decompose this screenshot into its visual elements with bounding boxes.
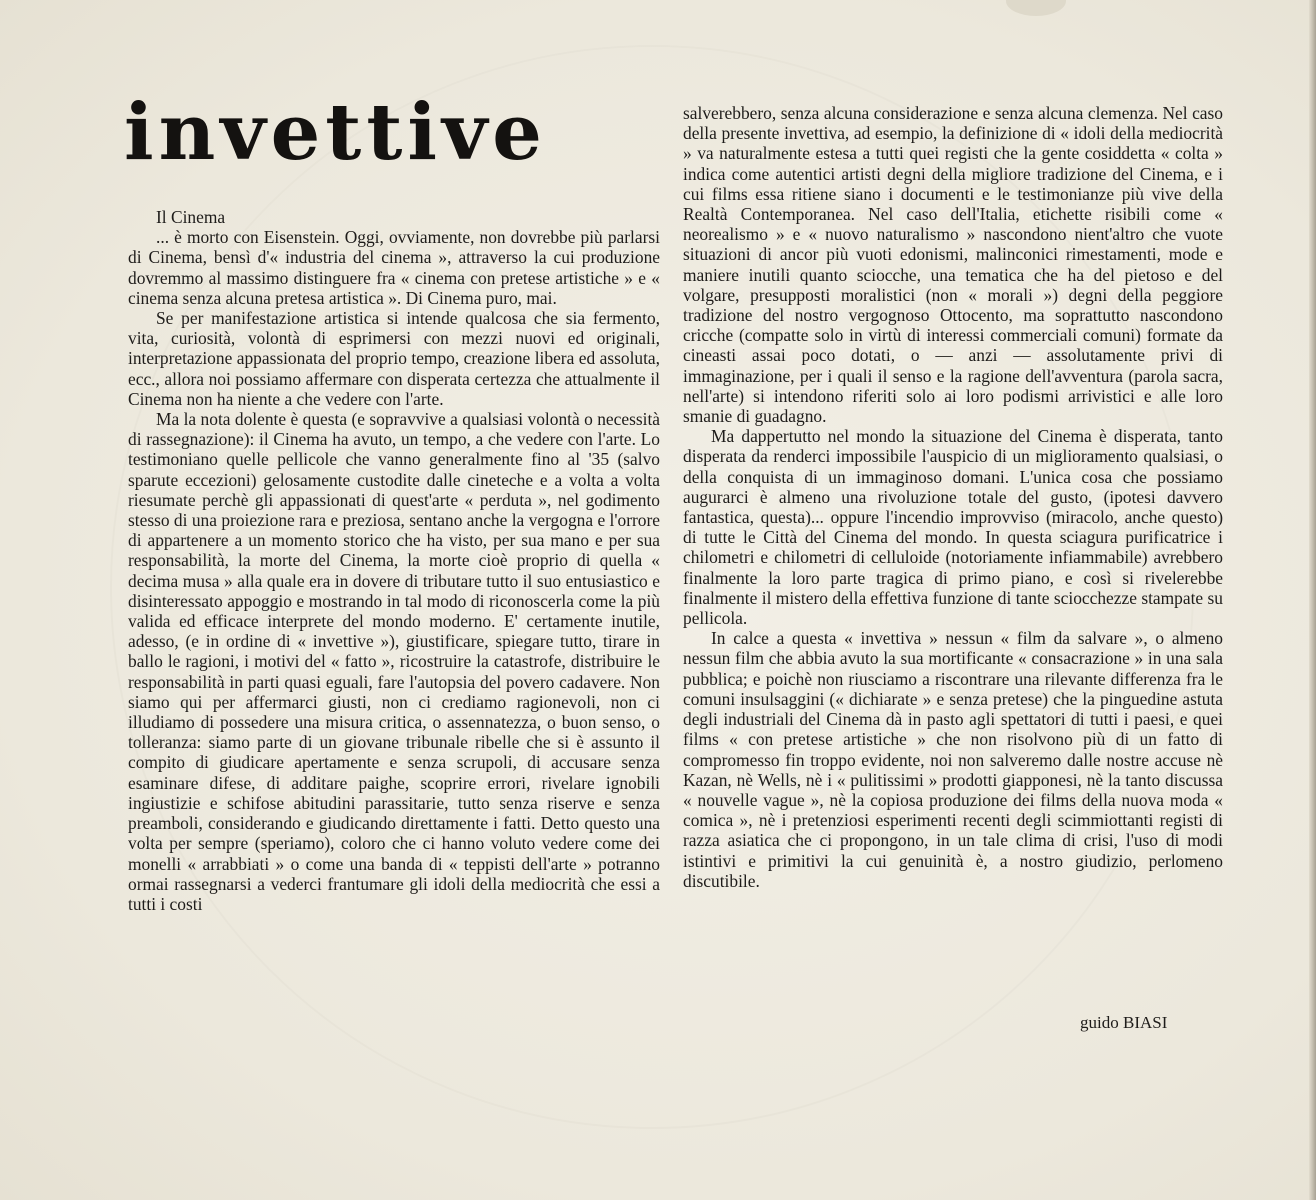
- sleeve-notch: [1006, 0, 1066, 16]
- section-heading: Il Cinema: [156, 207, 226, 227]
- right-column: [683, 103, 1223, 891]
- author-first-name: guido: [1080, 1013, 1119, 1032]
- left-column: [128, 207, 660, 914]
- paragraph: Ma dappertutto nel mondo la situazione del Cinema è disperata, tanto disperata da renderci impossibile l'auspicio di un miglioramento qualsiasi, o della conquista di un immaginoso domani. L'unica cosa che possiamo augurarci è almeno una rivoluzione totale del gusto, (ipotesi davvero fantastica, questa)... oppure l'incendio improvviso (miracolo, anche questo) di tutte le Città del Cinema del mondo. In questa sciagura purificatrice i chilometri e chilometri di celluloide (notoriamente infiammabile) avrebbero finalmente la loro parte tragica di primo piano, e così si rivelerebbe finalmente il mistero della effettiva funzione di tante sciocchezze stampate su pellicola.: [683, 426, 1223, 629]
- page-title: invettive: [124, 87, 547, 178]
- author-signature: [1080, 1013, 1167, 1033]
- sleeve-edge: [1309, 0, 1316, 1200]
- paragraph: salverebbero, senza alcuna considerazione e senza alcuna clemenza. Nel caso della presente invettiva, ad esempio, la definizione di « idoli della mediocrità » va naturalmente estesa a tutti quei registi che la gente cosiddetta « colta » indica come autentici artisti degni della migliore tradizione del Cinema, e i cui films essa ritiene siano i documenti e le testimonianze più vive della Realtà Contemporanea. Nel caso dell'Italia, etichette risibili come « neorealismo » e « nuovo naturalismo » nascondono nient'altro che vuote situazioni di ancor più vuoti edonismi, malinconici rimestamenti, mode e maniere inutili quanto sciocche, una tematica che ha del pietoso e del volgare, presupposti moralistici (non « morali ») degni della peggiore tradizione del nostro vergognoso Ottocento, ma soprattutto nascondono cricche (compatte solo in virtù di interessi commerciali comuni) formate da cineasti assai poco dotati, o — anzi — assolutamente privi di immaginazione, per i quali il senso e la ragione dell'avventura (parola sacra, nell'arte) si intendono riferiti solo ai loro podismi arrivistici e alle loro smanie di guadagno.: [683, 103, 1223, 427]
- paragraph: In calce a questa « invettiva » nessun « film da salvare », o almeno nessun film che abbia avuto la sua mortificante « consacrazione » in una sala pubblica; e poichè non riusciamo a riscontrare una rilevante differenza fra le comuni insulsaggini (« dichiarate » e senza pretese) che la pinguedine astuta degli industriali del Cinema dà in pasto agli spettatori di tutti i paesi, e quei films « con pretese artistiche » che non risolvono più di un fatto di compromesso fin troppo evidente, noi non salveremo dalle nostre accuse nè Kazan, nè Wells, nè i « pulitissimi » prodotti giapponesi, nè la tanto discussa « nouvelle vague », nè la copiosa produzione dei films della nuova moda « comica », nè i pretenziosi esperimenti recenti degli scimmiottanti registi di razza asiatica che ci propongono, in un tale clima di crisi, l'uso di modi istintivi e primitivi la cui genuinità è, a nostro giudizio, perlomeno discutibile.: [683, 628, 1223, 891]
- paragraph: ... è morto con Eisenstein. Oggi, ovviamente, non dovrebbe più parlarsi di Cinema, bensì d'« industria del cinema », attraverso la cui produzione dovremmo al massimo distinguere fra « cinema con pretese artistiche » e « cinema senza alcuna pretesa artistica ». Di Cinema puro, mai.: [128, 227, 660, 308]
- paragraph: Ma la nota dolente è questa (e sopravvive a qualsiasi volontà o necessità di rassegnazione): il Cinema ha avuto, un tempo, a che vedere con l'arte. Lo testimoniano quelle pellicole che vanno generalmente fino al '35 (salvo sparute eccezioni) gelosamente custodite dalle cineteche e a volta a volta riesumate perchè gli appassionati di quest'arte « perduta », nel godimento stesso di una proiezione rara e preziosa, sentano anche la vergogna e l'orrore di appartenere a un momento storico che ha visto, per sua mano e per sua responsabilità, la morte del Cinema, la morte cioè proprio di quella « decima musa » alla quale era in dovere di tributare tutto il suo entusiastico e disinteressato appoggio e mostrando in tal modo di riconoscerla come la più valida ed efficace interprete del mondo moderno. E' certamente inutile, adesso, (e in ordine di « invettive »), giustificare, spiegare tutto, tirare in ballo le ragioni, i motivi del « fatto », ricostruire la catastrofe, distribuire le responsabilità in parti quasi eguali, fare l'autopsia del povero cadavere. Non siamo qui per affermarci giusti, non ci crediamo ragionevoli, non ci illudiamo di possedere una misura critica, o assennatezza, o buon senso, o tolleranza: siamo parte di un giovane tribunale ribelle che si è assunto il compito di giudicare apertamente e senza scrupoli, di accusare senza esaminare difese, di additare paighe, scoprire errori, rivelare ignobili ingiustizie e schifose abitudini parassitarie, tutto senza riserve e senza preamboli, considerando e giudicando direttamente i fatti. Detto questo una volta per sempre (speriamo), coloro che ci hanno voluto vedere come dei monelli « arrabbiati » o come una banda di « teppisti dell'arte » potranno ormai rassegnarsi a vederci frantumare gli idoli della mediocrità che essi a tutti i costi: [128, 409, 660, 914]
- paragraph: Se per manifestazione artistica si intende qualcosa che sia fermento, vita, curiosità, volontà di esprimersi con mezzi nuovi ed originali, interpretazione appassionata del proprio tempo, creazione libera ed assoluta, ecc., allora noi possiamo affermare con disperata certezza che attualmente il Cinema non ha niente a che vedere con l'arte.: [128, 308, 660, 409]
- author-last-name: BIASI: [1122, 1013, 1168, 1032]
